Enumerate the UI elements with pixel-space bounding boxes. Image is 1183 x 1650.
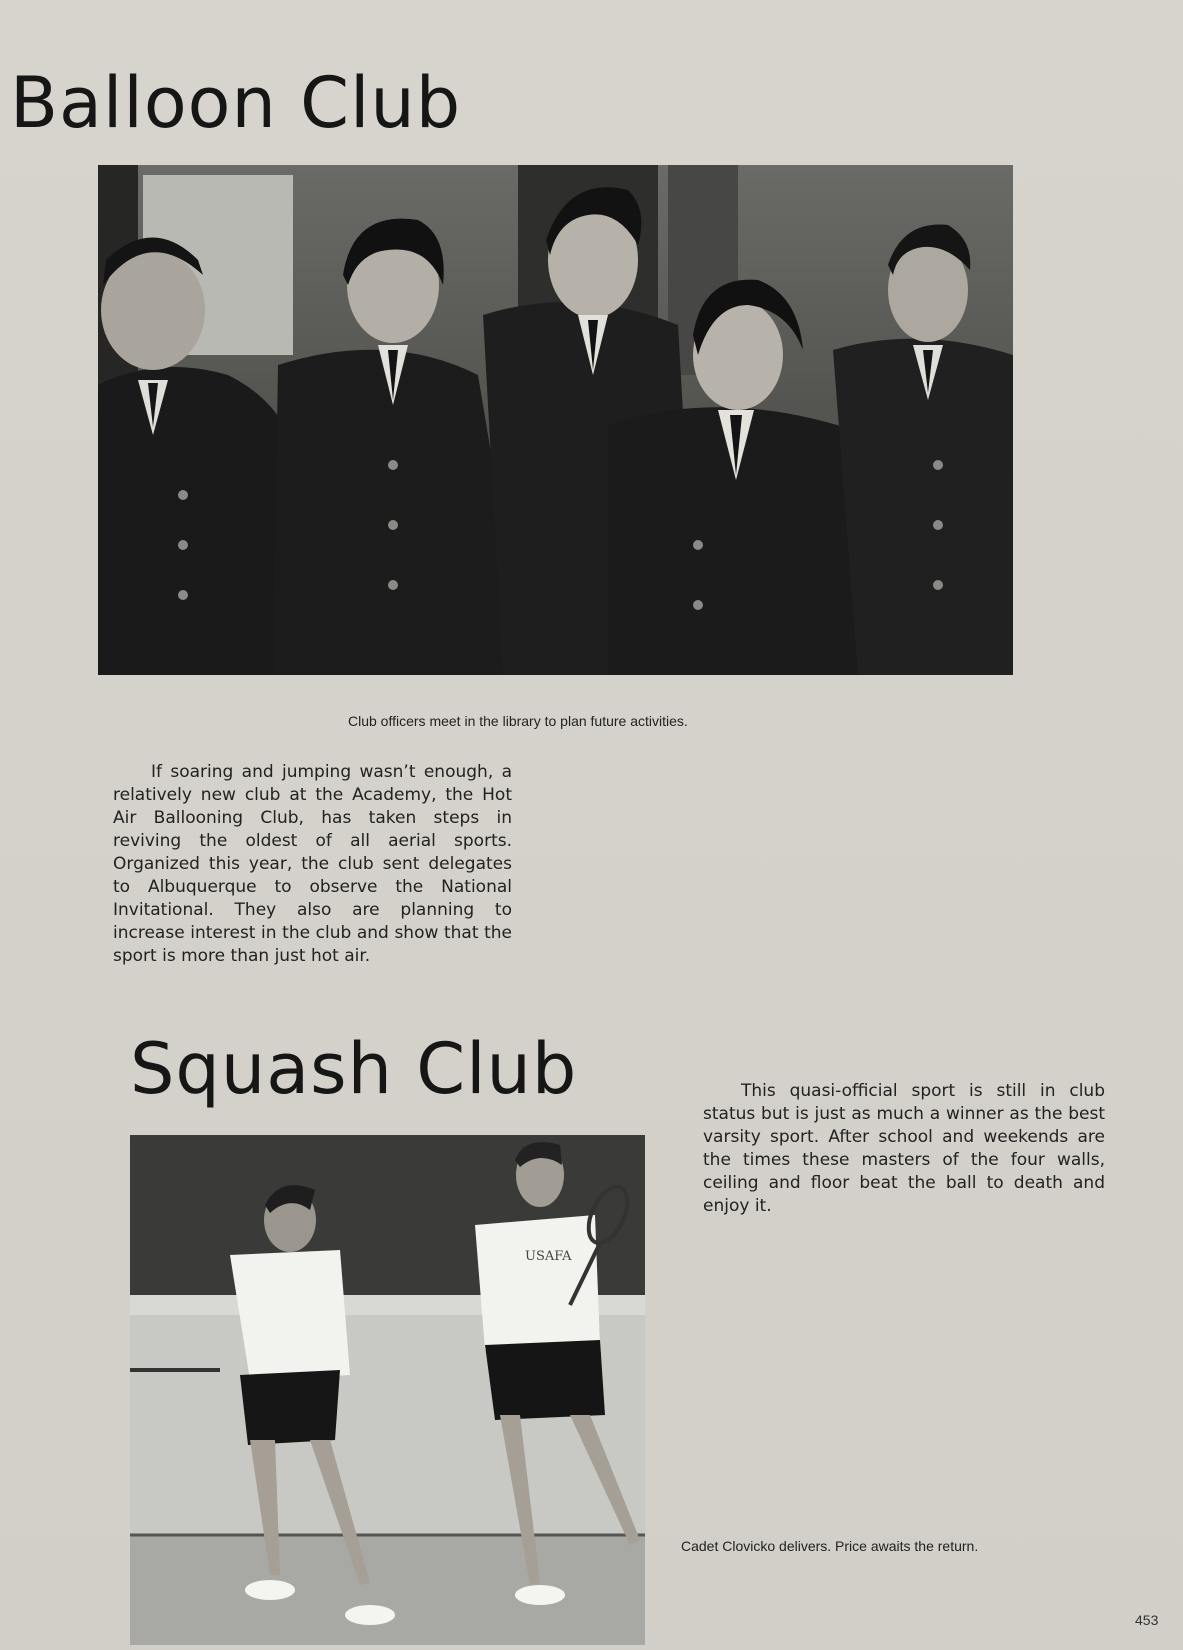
balloon-club-officers-photo: [98, 165, 1013, 675]
balloon-club-title: Balloon Club: [10, 62, 462, 144]
usafa-shirt-text: USAFA: [525, 1249, 572, 1264]
balloon-club-article: If soaring and jumping wasn’t enough, a relatively new club at the Academy, the Hot Air Ballooning Club, has taken steps in reviving the oldest of all aerial sports. Organized this year, the club sent delegates to Albuquerque to observe the National Invitational. They also are planning to increase interest in the club and show that the sport is more than just hot air.: [113, 762, 512, 966]
squash-photo-caption: Cadet Clovicko delivers. Price awaits the return.: [681, 1538, 979, 1554]
squash-club-title: Squash Club: [130, 1028, 578, 1110]
squash-club-article: This quasi-official sport is still in club status but is just as much a winner as the best varsity sport. After school and weekends are the times these masters of the four walls, ceiling and floor beat the ball to death and enjoy it.: [703, 1081, 1105, 1216]
squash-club-action-photo: [130, 1135, 645, 1645]
page-number: 453: [1135, 1612, 1159, 1628]
balloon-photo-caption: Club officers meet in the library to plan future activities.: [348, 713, 688, 729]
